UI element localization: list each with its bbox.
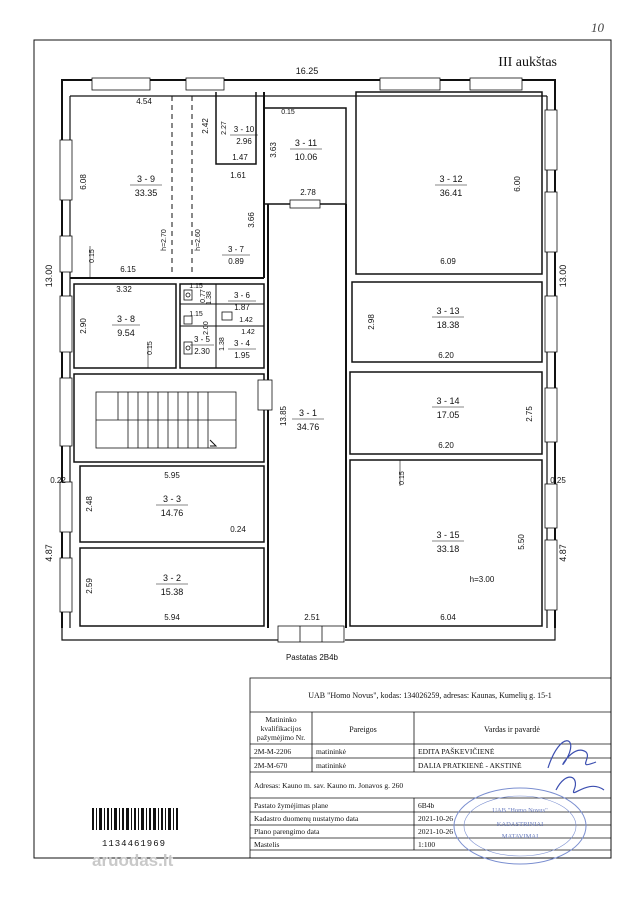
page-number: 10 [591, 20, 604, 35]
room-area: 17.05 [436, 410, 460, 420]
dim-left: 13.00 [44, 264, 54, 288]
svg-text:6.08: 6.08 [79, 174, 88, 190]
room-area: 33.35 [134, 188, 158, 198]
watermark: aruodas.lt [92, 851, 174, 870]
cert-2: 2M-M-670 [254, 761, 288, 770]
svg-text:6.20: 6.20 [438, 441, 454, 450]
room-3-9 [130, 174, 162, 198]
col1-header: Matininko kvalifikacijos pažymėjimo Nr. [256, 715, 306, 742]
room-3-11 [290, 138, 322, 162]
doors [258, 200, 344, 642]
barcode [92, 808, 178, 830]
svg-text:2.75: 2.75 [525, 406, 534, 422]
svg-text:KADASTRINIAI: KADASTRINIAI [496, 821, 544, 828]
room-3-5 [190, 335, 214, 356]
room-3-6 [228, 291, 256, 312]
svg-text:6.09: 6.09 [440, 257, 456, 266]
svg-text:3.63: 3.63 [269, 142, 278, 158]
svg-text:2.27: 2.27 [221, 121, 228, 135]
room-area: 15.38 [160, 587, 184, 597]
room-id: 3 - 8 [116, 314, 136, 324]
room-id: 3 - 7 [227, 245, 245, 254]
svg-text:h=3.00: h=3.00 [469, 575, 495, 584]
col3-header: Vardas ir pavardė [484, 725, 540, 734]
staircase [96, 392, 236, 448]
info-label-3: Mastelis [254, 840, 280, 849]
svg-text:h=2.60: h=2.60 [195, 229, 202, 251]
dim-right: 13.00 [558, 264, 568, 288]
svg-text:1.38: 1.38 [219, 337, 226, 351]
room-id: 3 - 10 [233, 125, 255, 134]
dim-top: 16.25 [295, 66, 319, 76]
svg-text:2.00: 2.00 [203, 321, 210, 335]
svg-text:3.66: 3.66 [247, 212, 256, 228]
address: Adresas: Kauno m. sav. Kauno m. Jonavos g. 260 [254, 781, 404, 790]
role-1: matininkė [316, 747, 346, 756]
svg-text:1.42: 1.42 [239, 317, 253, 324]
info-value-0: 6B4b [418, 801, 435, 810]
room-id: 3 - 9 [136, 174, 156, 184]
room-3-12 [435, 174, 467, 198]
room-area: 14.76 [160, 508, 184, 518]
room-id: 3 - 1 [298, 408, 318, 418]
svg-text:2.98: 2.98 [367, 314, 376, 330]
room-area: 36.41 [439, 188, 463, 198]
dim-right-low: 4.87 [558, 544, 568, 562]
svg-text:0.15: 0.15 [281, 109, 295, 116]
svg-text:MATAVIMAI: MATAVIMAI [501, 833, 539, 840]
info-label-1: Kadastro duomenų nustatymo data [254, 814, 359, 823]
svg-text:2.59: 2.59 [85, 578, 94, 594]
room-3-1 [292, 408, 324, 432]
room-id: 3 - 2 [162, 573, 182, 583]
name-2: DALIA PRATKIENĖ - AKSTINĖ [418, 761, 522, 770]
room-area: 1.87 [234, 303, 250, 312]
svg-text:1.15: 1.15 [189, 311, 203, 318]
company-info: UAB "Homo Novus", kodas: 134026259, adresas: Kaunas, Kumelių g. 15-1 [308, 691, 552, 700]
stamp [454, 788, 586, 864]
room-area: 10.06 [294, 152, 318, 162]
room-area: 34.76 [296, 422, 320, 432]
signature [548, 741, 604, 793]
room-id: 3 - 3 [162, 494, 182, 504]
svg-text:2.42: 2.42 [201, 118, 210, 134]
room-3-7 [222, 245, 250, 266]
room-area: 18.38 [436, 320, 460, 330]
room-3-4 [228, 339, 256, 360]
svg-text:6.15: 6.15 [120, 265, 136, 274]
room-id: 3 - 12 [439, 174, 463, 184]
room-area: 33.18 [436, 544, 460, 554]
svg-text:0.15: 0.15 [147, 341, 154, 355]
role-2: matininkė [316, 761, 346, 770]
room-id: 3 - 5 [193, 335, 211, 344]
room-area: 9.54 [117, 328, 135, 338]
room-3-2 [156, 573, 188, 597]
room-3-10 [230, 125, 258, 146]
room-3-15 [432, 530, 464, 554]
info-value-2: 2021-10-26 [418, 827, 453, 836]
room-id: 3 - 15 [436, 530, 460, 540]
svg-text:5.94: 5.94 [164, 613, 180, 622]
building-label: Pastatas 2B4b [285, 653, 339, 662]
room-area: 0.89 [228, 257, 244, 266]
room-area: 2.96 [236, 137, 252, 146]
info-value-3: 1:100 [418, 840, 436, 849]
svg-text:13.85: 13.85 [279, 405, 288, 427]
svg-text:0.24: 0.24 [230, 525, 246, 534]
svg-text:2.78: 2.78 [300, 188, 316, 197]
svg-text:1.61: 1.61 [230, 171, 246, 180]
room-id: 3 - 11 [294, 138, 318, 148]
dim-right-corner: 0.25 [550, 476, 566, 485]
svg-text:5.95: 5.95 [164, 471, 180, 480]
dim-left-low: 4.87 [44, 544, 54, 562]
svg-text:2.90: 2.90 [79, 318, 88, 334]
barcode-number: 1134461969 [101, 839, 167, 849]
partition-dashes [172, 96, 192, 276]
room-3-13 [432, 306, 464, 330]
svg-text:3.32: 3.32 [116, 285, 132, 294]
svg-text:5.50: 5.50 [517, 534, 526, 550]
room-3-14 [432, 396, 464, 420]
svg-text:1.47: 1.47 [232, 153, 248, 162]
building-outline [62, 80, 555, 640]
interior-walls [70, 92, 542, 628]
svg-text:6.04: 6.04 [440, 613, 456, 622]
info-value-1: 2021-10-26 [418, 814, 453, 823]
svg-text:1.15: 1.15 [189, 283, 203, 290]
room-area: 2.30 [194, 347, 210, 356]
svg-text:2.48: 2.48 [85, 496, 94, 512]
svg-text:UAB "Homo Novus": UAB "Homo Novus" [492, 807, 548, 814]
room-area: 1.95 [234, 351, 250, 360]
room-id: 3 - 13 [436, 306, 460, 316]
svg-text:0.77: 0.77 [200, 289, 207, 303]
name-1: EDITA PAŠKEVIČIENĖ [418, 747, 495, 756]
svg-text:1.38: 1.38 [206, 291, 213, 305]
col2-header: Pareigos [349, 725, 377, 734]
svg-text:2.51: 2.51 [304, 613, 320, 622]
room-3-8 [112, 314, 140, 338]
room-3-3 [156, 494, 188, 518]
cert-1: 2M-M-2206 [254, 747, 292, 756]
info-label-0: Pastato žymėjimas plane [254, 801, 329, 810]
svg-text:0.15: 0.15 [399, 471, 406, 485]
svg-text:6.20: 6.20 [438, 351, 454, 360]
svg-text:0.15: 0.15 [89, 249, 96, 263]
svg-text:h=2.70: h=2.70 [161, 229, 168, 251]
info-label-2: Plano parengimo data [254, 827, 320, 836]
dim-left-corner: 0.22 [50, 476, 66, 485]
room-id: 3 - 6 [233, 291, 251, 300]
room-id: 3 - 4 [233, 339, 251, 348]
room-id: 3 - 14 [436, 396, 460, 406]
svg-text:4.54: 4.54 [136, 97, 152, 106]
sheet-frame [34, 40, 611, 858]
svg-text:6.00: 6.00 [513, 176, 522, 192]
floor-title: III aukštas [498, 55, 557, 70]
svg-text:1.42: 1.42 [241, 329, 255, 336]
